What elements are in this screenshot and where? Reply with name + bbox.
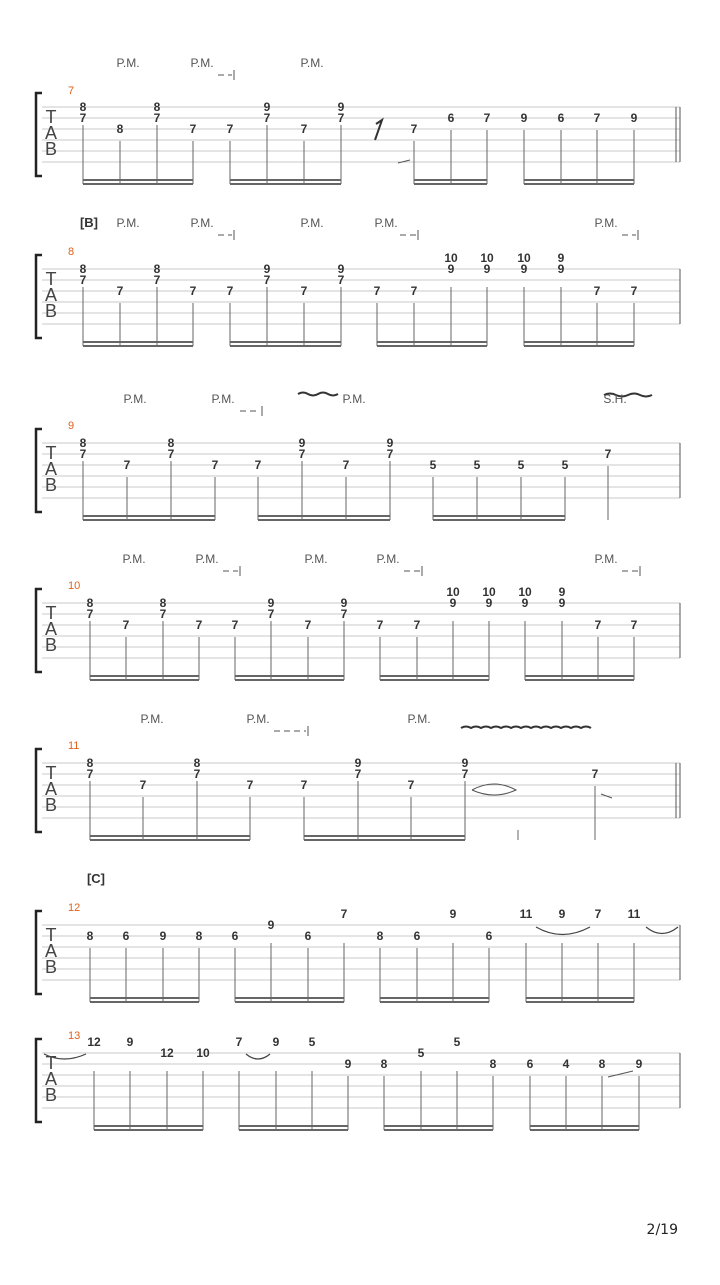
staff-bracket	[36, 255, 42, 338]
palm-mute-label: P.M.	[594, 216, 618, 230]
tab-note: 7	[79, 273, 87, 287]
tab-note: 7	[340, 607, 348, 621]
tab-note: 9	[635, 1057, 643, 1071]
harmonic-label: S.H.	[603, 392, 627, 406]
tab-note: 7	[122, 618, 130, 632]
tab-note: 7	[591, 767, 599, 781]
tab-clef-letter: T	[45, 603, 57, 623]
palm-mute-label: P.M.	[342, 392, 366, 406]
tab-note: 7	[79, 447, 87, 461]
tab-note: 5	[453, 1035, 461, 1049]
vibrato-wave	[298, 393, 338, 396]
tab-note: 7	[410, 284, 418, 298]
tab-note: 7	[300, 284, 308, 298]
tab-note: 9	[267, 918, 275, 932]
tab-note: 7	[189, 284, 197, 298]
tab-note: 7	[604, 447, 612, 461]
tab-note: 8	[153, 262, 161, 276]
palm-mute-label: P.M.	[374, 216, 398, 230]
tab-note: 11	[519, 907, 533, 921]
tab-clef-letter: A	[44, 459, 58, 479]
tab-note: 11	[627, 907, 641, 921]
tab-note: 8	[79, 100, 87, 114]
staff-bracket	[36, 911, 42, 994]
tab-note: 7	[342, 458, 350, 472]
palm-mute-label: P.M.	[407, 712, 431, 726]
tab-note: 7	[226, 122, 234, 136]
tab-note: 10	[444, 251, 458, 265]
staff-bracket	[36, 1039, 42, 1122]
tab-note: 9	[447, 262, 455, 276]
tab-note: 10	[196, 1046, 210, 1060]
tab-note: 7	[376, 618, 384, 632]
palm-mute-label: P.M.	[211, 392, 235, 406]
tab-clef-letter: T	[45, 763, 57, 783]
tab-note: 7	[123, 458, 131, 472]
tab-note: 5	[429, 458, 437, 472]
tab-clef-letter: B	[44, 139, 58, 159]
tab-clef-letter: T	[45, 1053, 57, 1073]
tab-note: 7	[407, 778, 415, 792]
tab-clef-letter: T	[45, 443, 57, 463]
palm-mute-label: P.M.	[116, 216, 140, 230]
tab-note: 9	[558, 907, 566, 921]
vibrato-wave	[461, 727, 591, 729]
tab-note: 12	[87, 1035, 101, 1049]
palm-mute-label: P.M.	[116, 56, 140, 70]
tab-clef-letter: B	[44, 475, 58, 495]
tab-note: 7	[153, 273, 161, 287]
tab-clef-letter: T	[45, 107, 57, 127]
measure-number: 8	[68, 246, 75, 258]
measure-number: 12	[68, 902, 81, 914]
tab-note: 6	[557, 111, 565, 125]
tab-note: 10	[482, 585, 496, 599]
staff-bracket	[36, 429, 42, 512]
tab-note: 7	[340, 907, 348, 921]
tab-note: 7	[300, 122, 308, 136]
tab-note: 9	[630, 111, 638, 125]
tab-note: 6	[447, 111, 455, 125]
palm-mute-label: P.M.	[190, 216, 214, 230]
palm-mute-label: P.M.	[190, 56, 214, 70]
tab-note: 9	[263, 100, 271, 114]
tab-note: 7	[195, 618, 203, 632]
tab-note: 7	[413, 618, 421, 632]
tab-note: 9	[520, 111, 528, 125]
tab-note: 6	[413, 929, 421, 943]
tab-note: 8	[193, 756, 201, 770]
tie-arc	[646, 927, 678, 934]
palm-mute-label: P.M.	[123, 392, 147, 406]
tab-note: 9	[485, 596, 493, 610]
tab-note: 10	[480, 251, 494, 265]
tab-clef-letter: A	[44, 941, 58, 961]
tab-clef-letter: B	[44, 301, 58, 321]
tab-note: 7	[300, 778, 308, 792]
palm-mute-label: P.M.	[594, 552, 618, 566]
measure-number: 10	[68, 580, 81, 592]
tab-note: 7	[483, 111, 491, 125]
tab-note: 9	[521, 596, 529, 610]
palm-mute-label: P.M.	[376, 552, 400, 566]
tab-note: 9	[337, 262, 345, 276]
tab-note: 7	[231, 618, 239, 632]
tab-note: 7	[263, 273, 271, 287]
tab-note: 7	[167, 447, 175, 461]
tab-note: 5	[473, 458, 481, 472]
tab-note: 7	[304, 618, 312, 632]
tab-note: 7	[116, 284, 124, 298]
tab-note: 7	[193, 767, 201, 781]
staff-bracket	[36, 749, 42, 832]
tab-note: 7	[593, 111, 601, 125]
tab-note: 12	[160, 1046, 174, 1060]
palm-mute-label: P.M.	[304, 552, 328, 566]
tab-note: 5	[561, 458, 569, 472]
tab-clef-letter: A	[44, 285, 58, 305]
tab-note: 7	[410, 122, 418, 136]
tab-note: 7	[211, 458, 219, 472]
tab-note: 9	[272, 1035, 280, 1049]
palm-mute-label: P.M.	[140, 712, 164, 726]
tab-note: 8	[86, 756, 94, 770]
tab-note: 9	[340, 596, 348, 610]
tab-note: 8	[116, 122, 124, 136]
tab-note: 8	[489, 1057, 497, 1071]
tab-note: 9	[354, 756, 362, 770]
tab-note: 7	[139, 778, 147, 792]
tab-note: 7	[630, 284, 638, 298]
tab-note: 5	[417, 1046, 425, 1060]
section-marker: [B]	[79, 215, 99, 230]
tie-arc	[246, 1054, 270, 1059]
tab-note: 7	[86, 607, 94, 621]
measure-number: 11	[68, 740, 80, 752]
measure-number: 13	[68, 1030, 81, 1042]
tab-note: 6	[122, 929, 130, 943]
tab-note: 7	[226, 284, 234, 298]
tab-note: 7	[246, 778, 254, 792]
tab-note: 7	[386, 447, 394, 461]
palm-mute-label: P.M.	[246, 712, 270, 726]
tab-note: 9	[449, 596, 457, 610]
palm-mute-label: P.M.	[300, 56, 324, 70]
tab-clef-letter: B	[44, 635, 58, 655]
tab-note: 7	[594, 907, 602, 921]
tab-note: 7	[337, 273, 345, 287]
tab-note: 7	[79, 111, 87, 125]
tie-arc	[472, 784, 516, 795]
tab-note: 9	[449, 907, 457, 921]
tab-note: 7	[630, 618, 638, 632]
tab-note: 9	[558, 596, 566, 610]
tab-note: 9	[337, 100, 345, 114]
tab-note: 5	[517, 458, 525, 472]
tab-note: 9	[126, 1035, 134, 1049]
slide-line	[608, 1071, 633, 1077]
tie-arc	[536, 927, 590, 935]
tab-note: 9	[344, 1057, 352, 1071]
repeat-slash	[375, 120, 382, 140]
page-number: 2/19	[646, 1222, 678, 1238]
tab-note: 7	[86, 767, 94, 781]
tab-note: 6	[485, 929, 493, 943]
tab-note: 8	[79, 262, 87, 276]
tab-note: 7	[235, 1035, 243, 1049]
tab-note: 9	[159, 929, 167, 943]
tab-note: 9	[386, 436, 394, 450]
tab-note: 10	[518, 585, 532, 599]
tab-clef-letter: A	[44, 123, 58, 143]
tab-note: 8	[86, 929, 94, 943]
staff-bracket	[36, 93, 42, 176]
tab-note: 7	[594, 618, 602, 632]
tab-note: 7	[337, 111, 345, 125]
tab-note: 9	[557, 251, 565, 265]
palm-mute-label: P.M.	[195, 552, 219, 566]
tab-note: 6	[526, 1057, 534, 1071]
tab-note: 8	[159, 596, 167, 610]
tab-note: 9	[520, 262, 528, 276]
palm-mute-label: P.M.	[122, 552, 146, 566]
tab-clef-letter: A	[44, 1069, 58, 1089]
tab-note: 7	[461, 767, 469, 781]
tab-clef-letter: A	[44, 619, 58, 639]
section-marker: [C]	[86, 871, 106, 886]
tab-note: 7	[593, 284, 601, 298]
tab-note: 7	[267, 607, 275, 621]
tab-clef-letter: B	[44, 1085, 58, 1105]
tab-note: 7	[153, 111, 161, 125]
tab-note: 9	[461, 756, 469, 770]
tab-note: 7	[373, 284, 381, 298]
tab-note: 9	[263, 262, 271, 276]
tab-note: 7	[263, 111, 271, 125]
measure-number: 9	[68, 420, 75, 432]
tab-note: 7	[298, 447, 306, 461]
tab-note: 7	[354, 767, 362, 781]
tab-note: 6	[231, 929, 239, 943]
tab-note: 9	[557, 262, 565, 276]
tab-note: 5	[308, 1035, 316, 1049]
tab-clef-letter: B	[44, 957, 58, 977]
tab-clef-letter: A	[44, 779, 58, 799]
tab-clef-letter: T	[45, 925, 57, 945]
tab-note: 7	[159, 607, 167, 621]
tab-note: 8	[86, 596, 94, 610]
tab-note: 6	[304, 929, 312, 943]
tab-note: 8	[598, 1057, 606, 1071]
tab-note: 9	[483, 262, 491, 276]
tab-note: 9	[267, 596, 275, 610]
tab-note: 8	[79, 436, 87, 450]
tab-clef-letter: T	[45, 269, 57, 289]
tab-note: 4	[562, 1057, 570, 1071]
tab-note: 10	[446, 585, 460, 599]
tab-note: 8	[167, 436, 175, 450]
tab-note: 7	[254, 458, 262, 472]
tab-note: 7	[189, 122, 197, 136]
tab-note: 8	[153, 100, 161, 114]
tab-note: 8	[195, 929, 203, 943]
tab-note: 9	[298, 436, 306, 450]
measure-number: 7	[68, 85, 75, 97]
tab-note: 9	[558, 585, 566, 599]
tab-note: 8	[376, 929, 384, 943]
staff-bracket	[36, 589, 42, 672]
palm-mute-label: P.M.	[300, 216, 324, 230]
tab-note: 10	[517, 251, 531, 265]
tab-note: 8	[380, 1057, 388, 1071]
tab-clef-letter: B	[44, 795, 58, 815]
